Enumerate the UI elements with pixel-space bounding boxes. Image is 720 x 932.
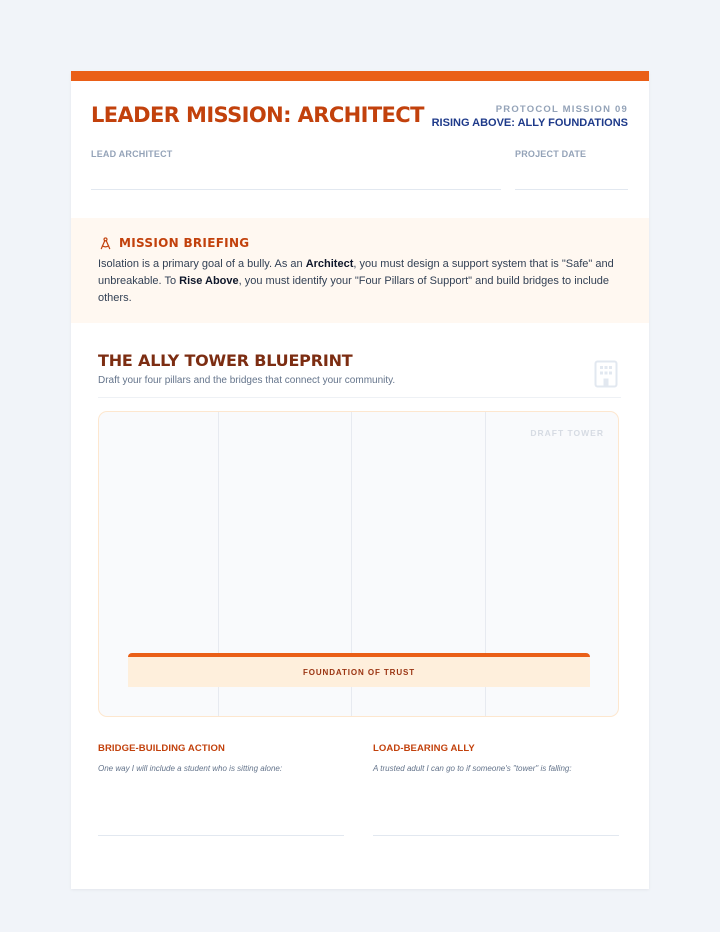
top-accent-bar	[71, 71, 649, 81]
worksheet-page	[71, 71, 649, 889]
page-title: LEADER MISSION: ARCHITECT	[91, 103, 424, 127]
compass-icon	[99, 237, 112, 250]
load-bearing-ally-prompt: A trusted adult I can go to if someone's "tower" is falling:	[373, 764, 572, 773]
briefing-text-part: , you must design a support system that is "Safe" and unbreakable. To	[98, 258, 614, 287]
lead-architect-field[interactable]	[91, 189, 501, 190]
bridge-building-title: BRIDGE-BUILDING ACTION	[98, 743, 225, 754]
briefing-text-part: Isolation is a primary goal of a bully. As an	[98, 258, 306, 270]
briefing-text-part: , you must identify your "Four Pillars of Support" and build bridges to include others.	[98, 275, 610, 304]
briefing-text	[98, 256, 622, 307]
mission-briefing	[71, 218, 649, 323]
draft-tower-label: DRAFT TOWER	[530, 428, 604, 438]
foundation-label: FOUNDATION OF TRUST	[302, 667, 416, 677]
blueprint-canvas[interactable]	[98, 411, 619, 717]
building-icon	[594, 360, 618, 388]
briefing-emphasis-architect: Architect	[305, 258, 354, 270]
blueprint-subtitle: Draft your four pillars and the bridges that connect your community.	[98, 375, 396, 386]
project-date-label: PROJECT DATE	[515, 149, 587, 159]
project-date-field[interactable]	[515, 189, 628, 190]
bridge-building-prompt: One way I will include a student who is sitting alone:	[98, 764, 283, 773]
load-bearing-ally-title: LOAD-BEARING ALLY	[373, 743, 475, 754]
load-bearing-ally-answer-line[interactable]	[373, 835, 619, 836]
protocol-label: PROTOCOL MISSION 09	[495, 104, 628, 115]
blueprint-title: THE ALLY TOWER BLUEPRINT	[98, 351, 353, 370]
briefing-header	[99, 236, 249, 250]
section-divider	[98, 397, 621, 398]
mission-subtitle: RISING ABOVE: ALLY FOUNDATIONS	[431, 117, 628, 129]
lead-architect-label: LEAD ARCHITECT	[91, 149, 173, 159]
briefing-title: MISSION BRIEFING	[119, 236, 250, 250]
bridge-building-answer-line[interactable]	[98, 835, 344, 836]
foundation-of-trust	[128, 653, 590, 687]
briefing-emphasis-rise-above: Rise Above	[179, 275, 239, 287]
